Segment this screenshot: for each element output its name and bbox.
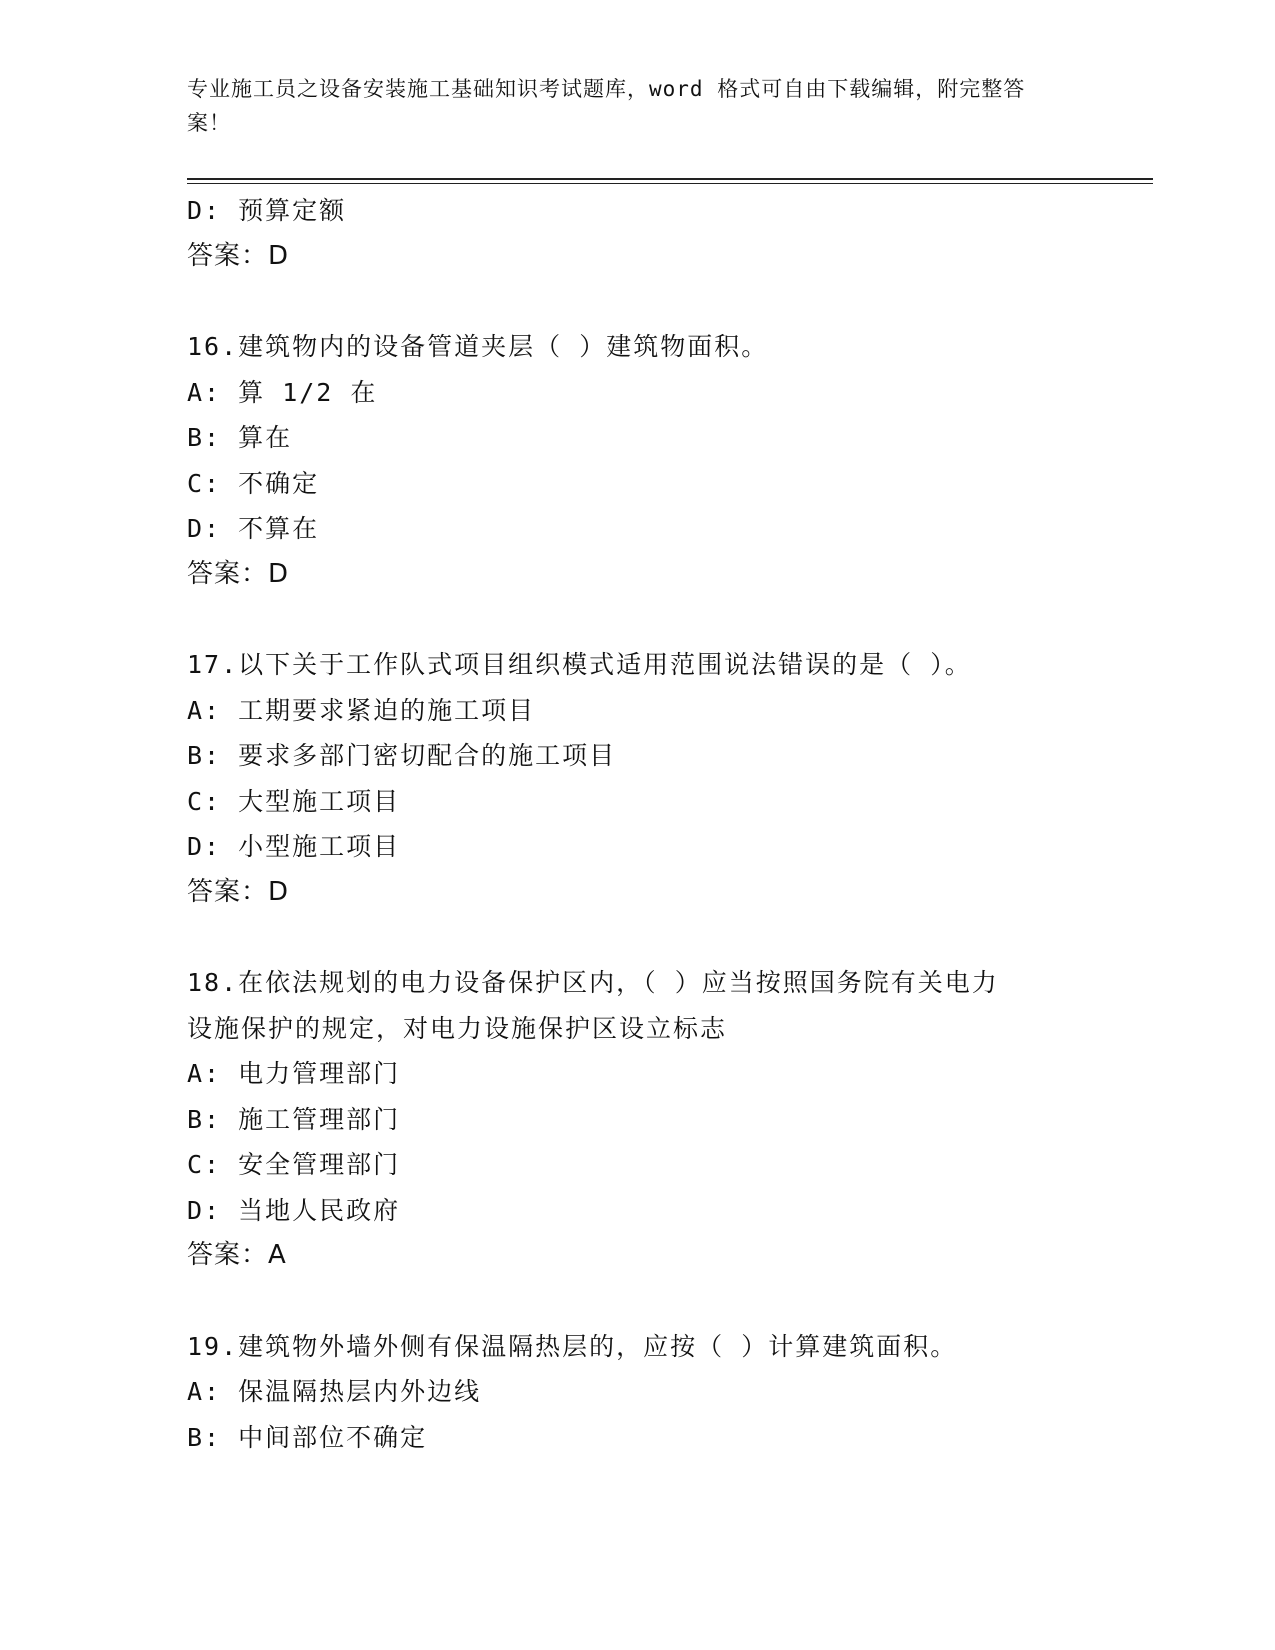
question-list: [187, 188, 1107, 1460]
option-c: C: 大型施工项目: [187, 786, 401, 816]
option-b: B: 施工管理部门: [187, 1104, 401, 1134]
question-15-tail: [187, 188, 1107, 279]
option-b: B: 中间部位不确定: [187, 1422, 428, 1452]
question-19: [187, 1324, 1107, 1461]
option-b: B: 算在: [187, 423, 293, 452]
header-divider: [187, 178, 1153, 180]
page-header: 专业施工员之设备安装施工基础知识考试题库，word 格式可自由下载编辑，附完整答案！: [187, 77, 1026, 135]
question-stem-line-1: 18.在依法规划的电力设备保护区内，（ ）应当按照国务院有关电力: [187, 968, 999, 997]
question-stem: 19.建筑物外墙外侧有保温隔热层的，应按（ ）计算建筑面积。: [187, 1331, 958, 1361]
question-18: [187, 960, 1107, 1279]
answer: 答案：A: [187, 1240, 287, 1270]
answer: 答案：D: [187, 876, 290, 907]
option-d: D: 小型施工项目: [187, 832, 401, 861]
option-c: C: 安全管理部门: [187, 1150, 401, 1179]
option-d: D: 当地人民政府: [187, 1195, 401, 1225]
option-c: C: 不确定: [187, 468, 320, 498]
option-b: B: 要求多部门密切配合的施工项目: [187, 741, 617, 770]
question-stem: 16.建筑物内的设备管道夹层（ ）建筑物面积。: [187, 332, 769, 361]
option-a: A: 电力管理部门: [187, 1059, 401, 1088]
answer: 答案：D: [187, 240, 290, 271]
option-d: D: 不算在: [187, 514, 320, 543]
question-16: [187, 324, 1107, 597]
option-d: D: 预算定额: [187, 196, 347, 225]
header-divider-thin: [187, 183, 1153, 184]
question-stem: 17.以下关于工作队式项目组织模式适用范围说法错误的是（ ）。: [187, 650, 972, 679]
answer: 答案：D: [187, 558, 290, 589]
question-17: [187, 642, 1107, 915]
option-a: A: 算 1/2 在: [187, 377, 378, 407]
question-stem-line-2: 设施保护的规定，对电力设施保护区设立标志: [187, 1013, 728, 1043]
option-a: A: 工期要求紧迫的施工项目: [187, 695, 536, 725]
option-a: A: 保温隔热层内外边线: [187, 1377, 482, 1406]
